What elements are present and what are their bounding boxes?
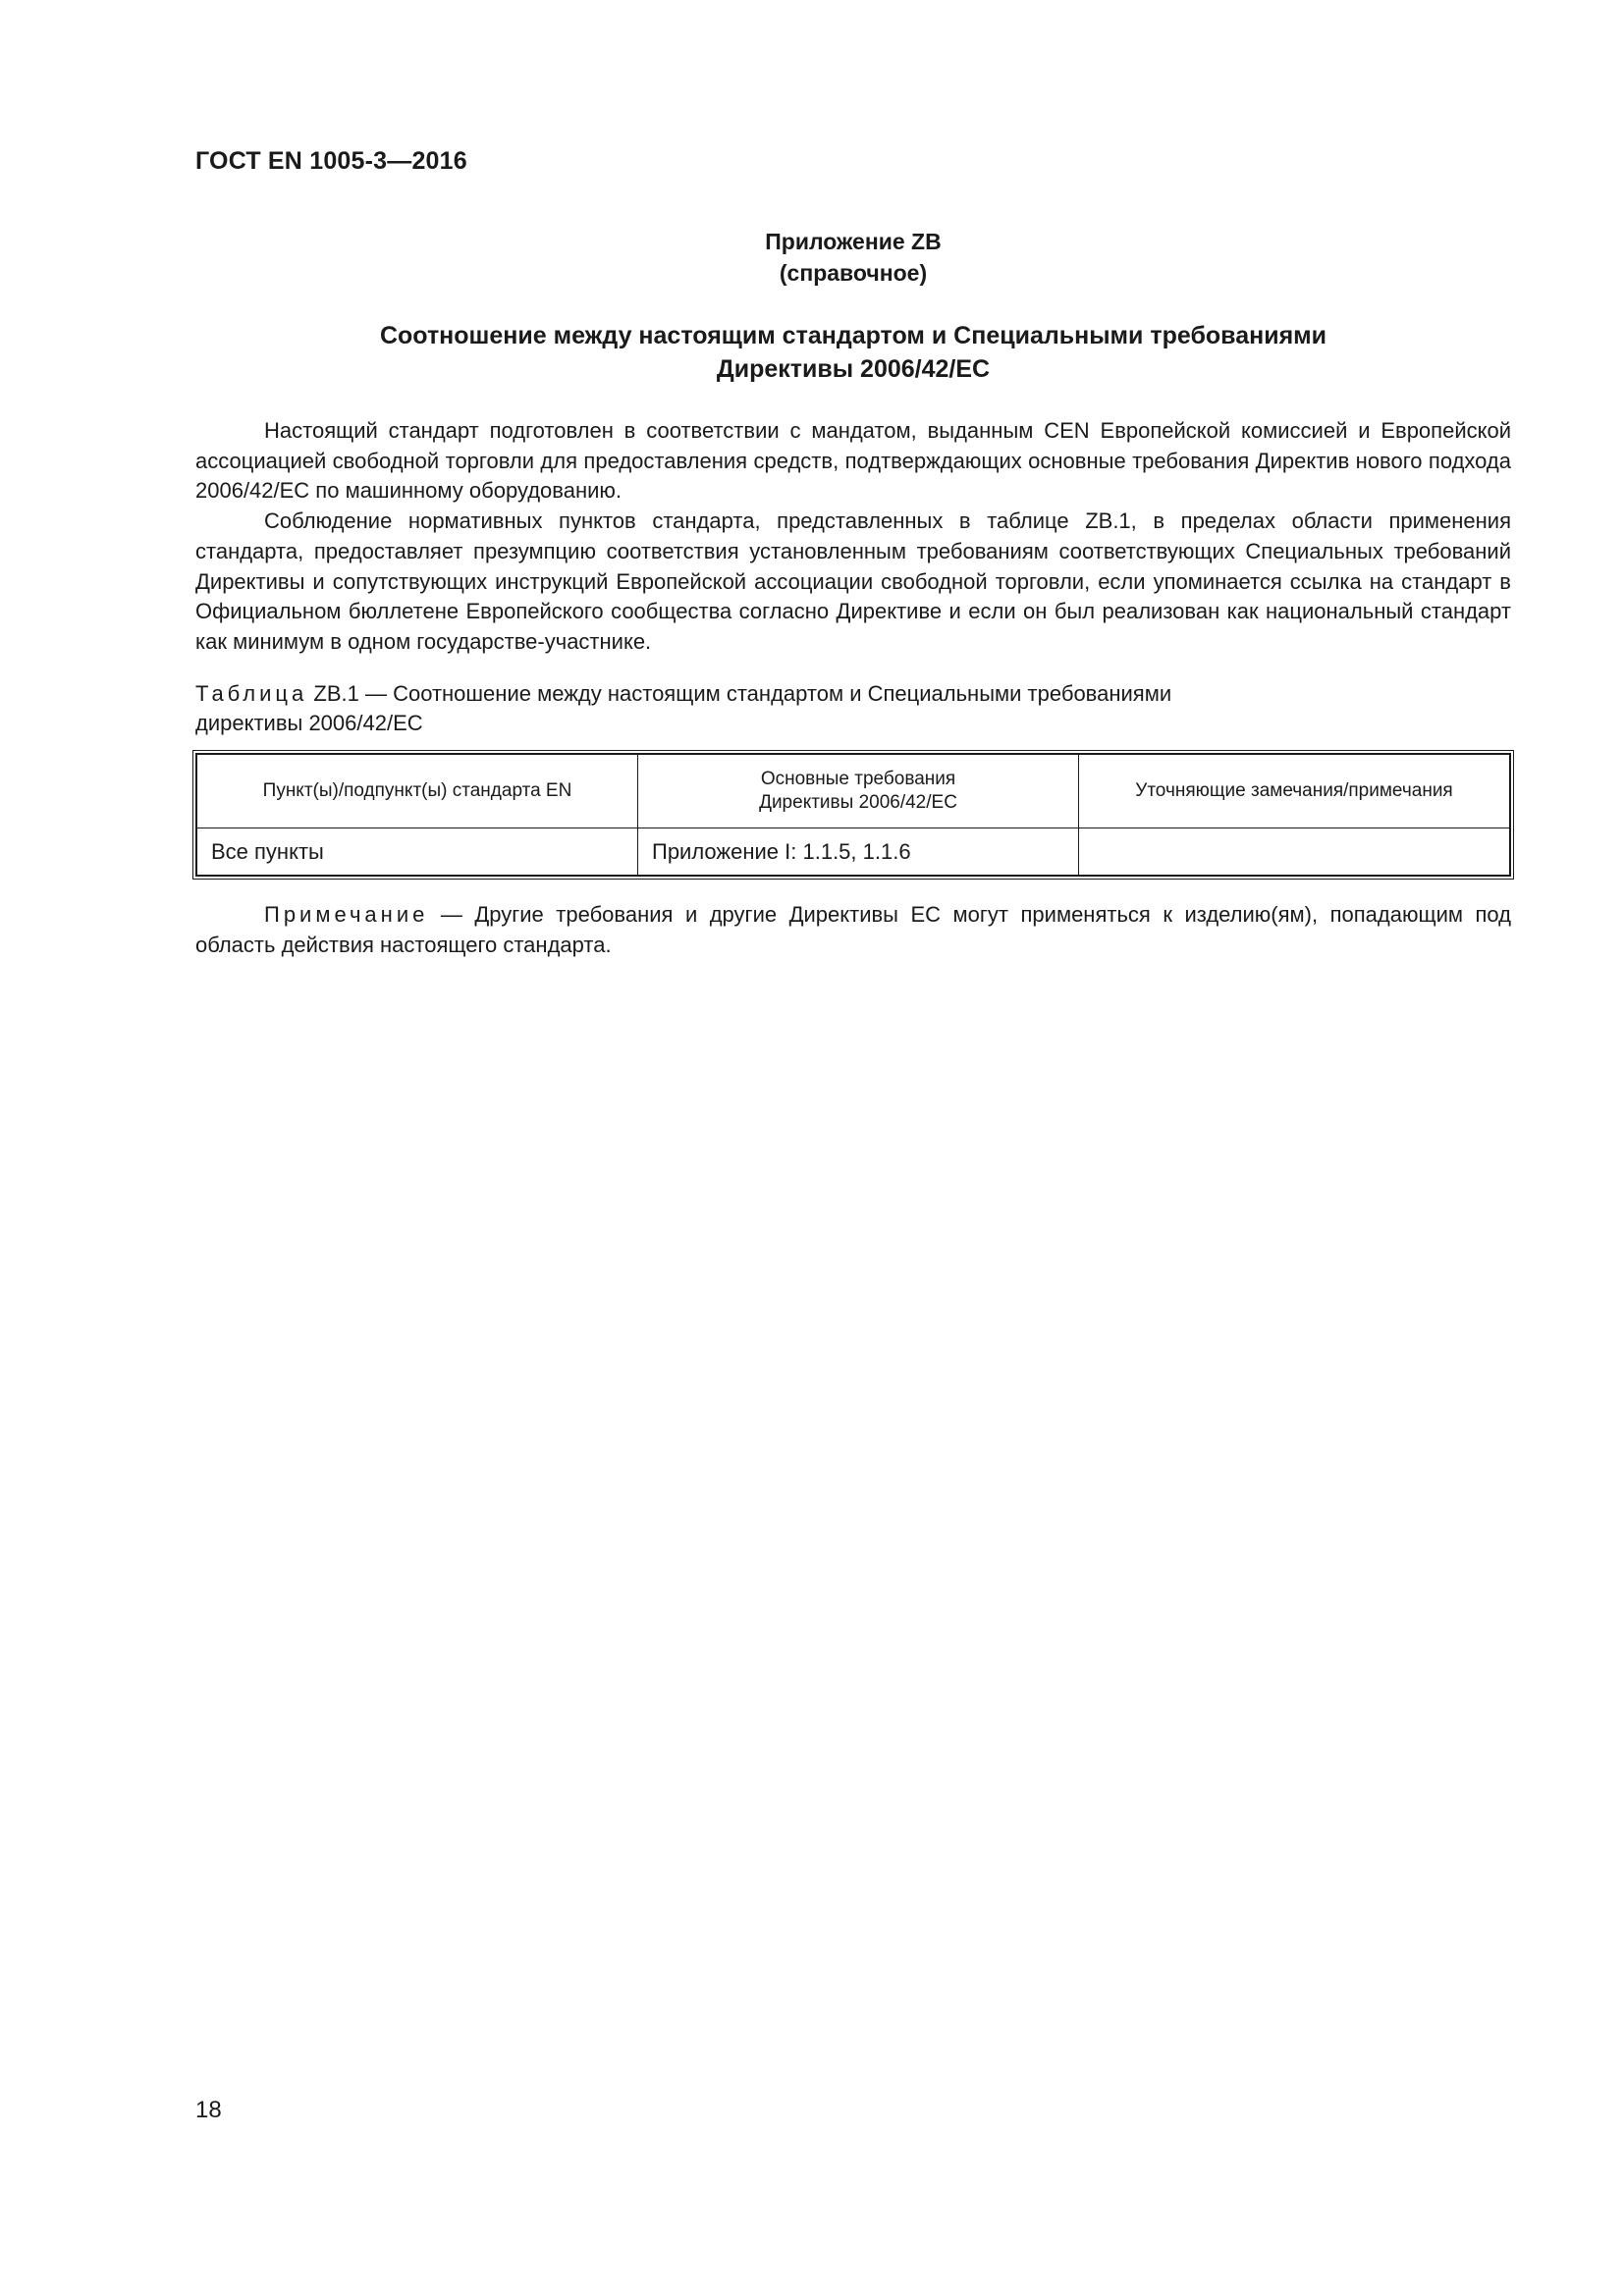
appendix-title: Приложение ZB — [765, 229, 942, 254]
note-text: — Другие требования и другие Директивы ЕС могут применяться к изделию(ям), попадающим под область действия настоящего стандарта. — [195, 902, 1511, 957]
section-title — [195, 319, 1511, 386]
body-text — [195, 416, 1511, 658]
table-cell-remarks — [1079, 828, 1509, 875]
table-caption-line2: директивы 2006/42/ЕС — [195, 711, 423, 735]
table-header-requirements-line1: Основные требования — [760, 769, 956, 789]
note — [195, 900, 1511, 960]
table-caption-label: Таблица — [195, 681, 308, 706]
body-paragraph-2: Соблюдение нормативных пунктов стандарта, представленных в таблице ZB.1, в пределах области применения стандарта, предоставляет презумпцию соответствия установленным требованиям соответствующих Специальных требований Директивы и сопутствующих инструкций Европейской ассоциации свободной торговли, если упоминается ссылка на стандарт в Официальном бюллетене Европейского сообщества согласно Директиве и если он был реализован как национальный стандарт как минимум в одном государстве-участнике. — [195, 508, 1511, 654]
table-header-clauses: Пункт(ы)/подпункт(ы) стандарта EN — [197, 755, 638, 828]
section-title-line2: Директивы 2006/42/ЕС — [716, 355, 991, 383]
section-title-line1: Соотношение между настоящим стандартом и Специальными требованиями — [379, 322, 1327, 349]
note-label: Примечание — [264, 902, 429, 927]
correspondence-table — [195, 753, 1511, 877]
appendix-status: (справочное) — [779, 260, 928, 286]
body-paragraph-1: Настоящий стандарт подготовлен в соответствии с мандатом, выданным CEN Европейской комиссией и Европейской ассоциацией свободной торговли для предоставления средств, подтверждающих основные требования Директив нового подхода 2006/42/ЕС по машинному оборудованию. — [195, 418, 1511, 504]
table-row — [197, 828, 1509, 875]
table-caption — [195, 679, 1511, 738]
table-header-remarks: Уточняющие замечания/примечания — [1079, 755, 1509, 828]
page-number: 18 — [195, 2097, 222, 2123]
table-caption-line1: ZB.1 — Соотношение между настоящим стандартом и Специальными требованиями — [313, 681, 1172, 706]
correspondence-table-wrap — [195, 753, 1511, 877]
document-id: ГОСТ EN 1005-3—2016 — [195, 147, 467, 175]
table-header-row — [197, 755, 1509, 828]
table-header-requirements — [638, 755, 1079, 828]
table-cell-requirements: Приложение I: 1.1.5, 1.1.6 — [638, 828, 1079, 875]
table-cell-clauses: Все пункты — [197, 828, 638, 875]
table-header-requirements-line2: Директивы 2006/42/ЕС — [759, 792, 957, 813]
